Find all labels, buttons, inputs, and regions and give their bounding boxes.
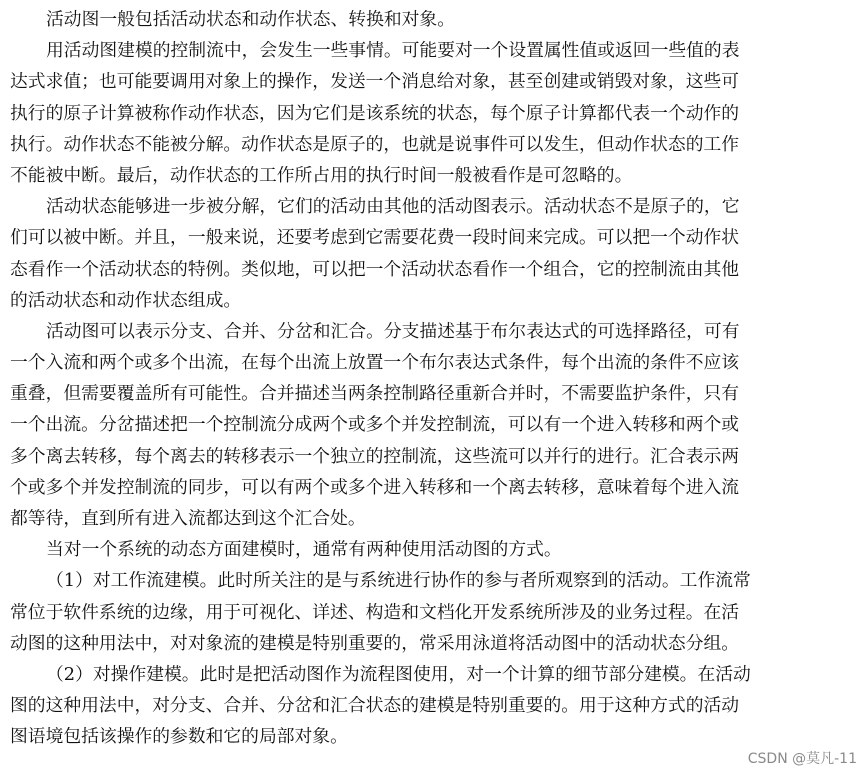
text-line: 用活动图建模的控制流中，会发生一些事情。可能要对一个设置属性值或返回一些值的表 — [46, 40, 740, 62]
text-line: 们可以被中断。并且，一般来说，还要考虑到它需要花费一段时间来完成。可以把一个动作状 — [10, 227, 740, 249]
text-line: （1）对工作流建模。此时所关注的是与系统进行协作的参与者所观察到的活动。工作流常 — [46, 570, 751, 592]
text-line: 个或多个并发控制流的同步，可以有两个或多个进入转移和一个离去转移，意味着每个进入流 — [10, 476, 740, 498]
csdn-watermark: CSDN @莫凡-11 — [747, 751, 857, 767]
text-line: 图的这种用法中，对分支、合并、分岔和汇合状态的建模是特别重要的。用于这种方式的活动 — [10, 695, 740, 717]
text-line: 活动图可以表示分支、合并、分岔和汇合。分支描述基于布尔表达式的可选择路径，可有 — [46, 320, 740, 342]
text-line: 活动图一般包括活动状态和动作状态、转换和对象。 — [46, 9, 455, 30]
text-line: 图语境包括该操作的参数和它的局部对象。 — [10, 726, 348, 748]
paragraph-4 — [10, 316, 857, 534]
text-line: 达式求值；也可能要调用对象上的操作，发送一个消息给对象，甚至创建或销毁对象，这些可 — [10, 71, 740, 93]
text-line: 当对一个系统的动态方面建模时，通常有两种使用活动图的方式。 — [46, 539, 562, 561]
text-line: 执行。动作状态不能被分解。动作状态是原子的，也就是说事件可以发生，但动作状态的工作 — [10, 133, 740, 155]
text-line: 重叠，但需要覆盖所有可能性。合并描述当两条控制路径重新合并时，不需要监护条件，只有 — [10, 383, 740, 405]
text-line: 动图的这种用法中，对对象流的建模是特别重要的，常采用泳道将活动图中的活动状态分组。 — [10, 632, 740, 654]
text-line: 执行的原子计算被称作动作状态，因为它们是该系统的状态，每个原子计算都代表一个动作的 — [10, 102, 740, 124]
paragraph-5 — [10, 534, 857, 565]
paragraph-6 — [10, 565, 857, 659]
text-line: 都等待，直到所有进入流都达到这个汇合处。 — [10, 508, 366, 529]
paragraph-3 — [10, 191, 857, 316]
text-line: 常位于软件系统的边缘，用于可视化、详述、构造和文档化开发系统所涉及的业务过程。在活 — [10, 601, 740, 623]
text-line: 的活动状态和动作状态组成。 — [10, 289, 242, 311]
text-line: 态看作一个活动状态的特例。类似地，可以把一个活动状态看作一个组合，它的控制流由其他 — [10, 258, 740, 280]
text-line: （2）对操作建模。此时是把活动图作为流程图使用，对一个计算的细节部分建模。在活动 — [46, 663, 751, 685]
paragraph-1 — [10, 4, 857, 35]
paragraph-7 — [10, 659, 857, 753]
text-line: 多个离去转移，每个离去的转移表示一个独立的控制流，这些流可以并行的进行。汇合表示两 — [10, 445, 740, 467]
paragraph-2 — [10, 35, 857, 191]
text-line: 一个入流和两个或多个出流，在每个出流上放置一个布尔表达式条件，每个出流的条件不应该 — [10, 352, 740, 374]
text-line: 活动状态能够进一步被分解，它们的活动由其他的活动图表示。活动状态不是原子的，它 — [46, 196, 740, 218]
text-line: 一个出流。分岔描述把一个控制流分成两个或多个并发控制流，可以有一个进入转移和两个或 — [10, 414, 740, 436]
text-line: 不能被中断。最后，动作状态的工作所占用的执行时间一般被看作是可忽略的。 — [10, 164, 633, 186]
